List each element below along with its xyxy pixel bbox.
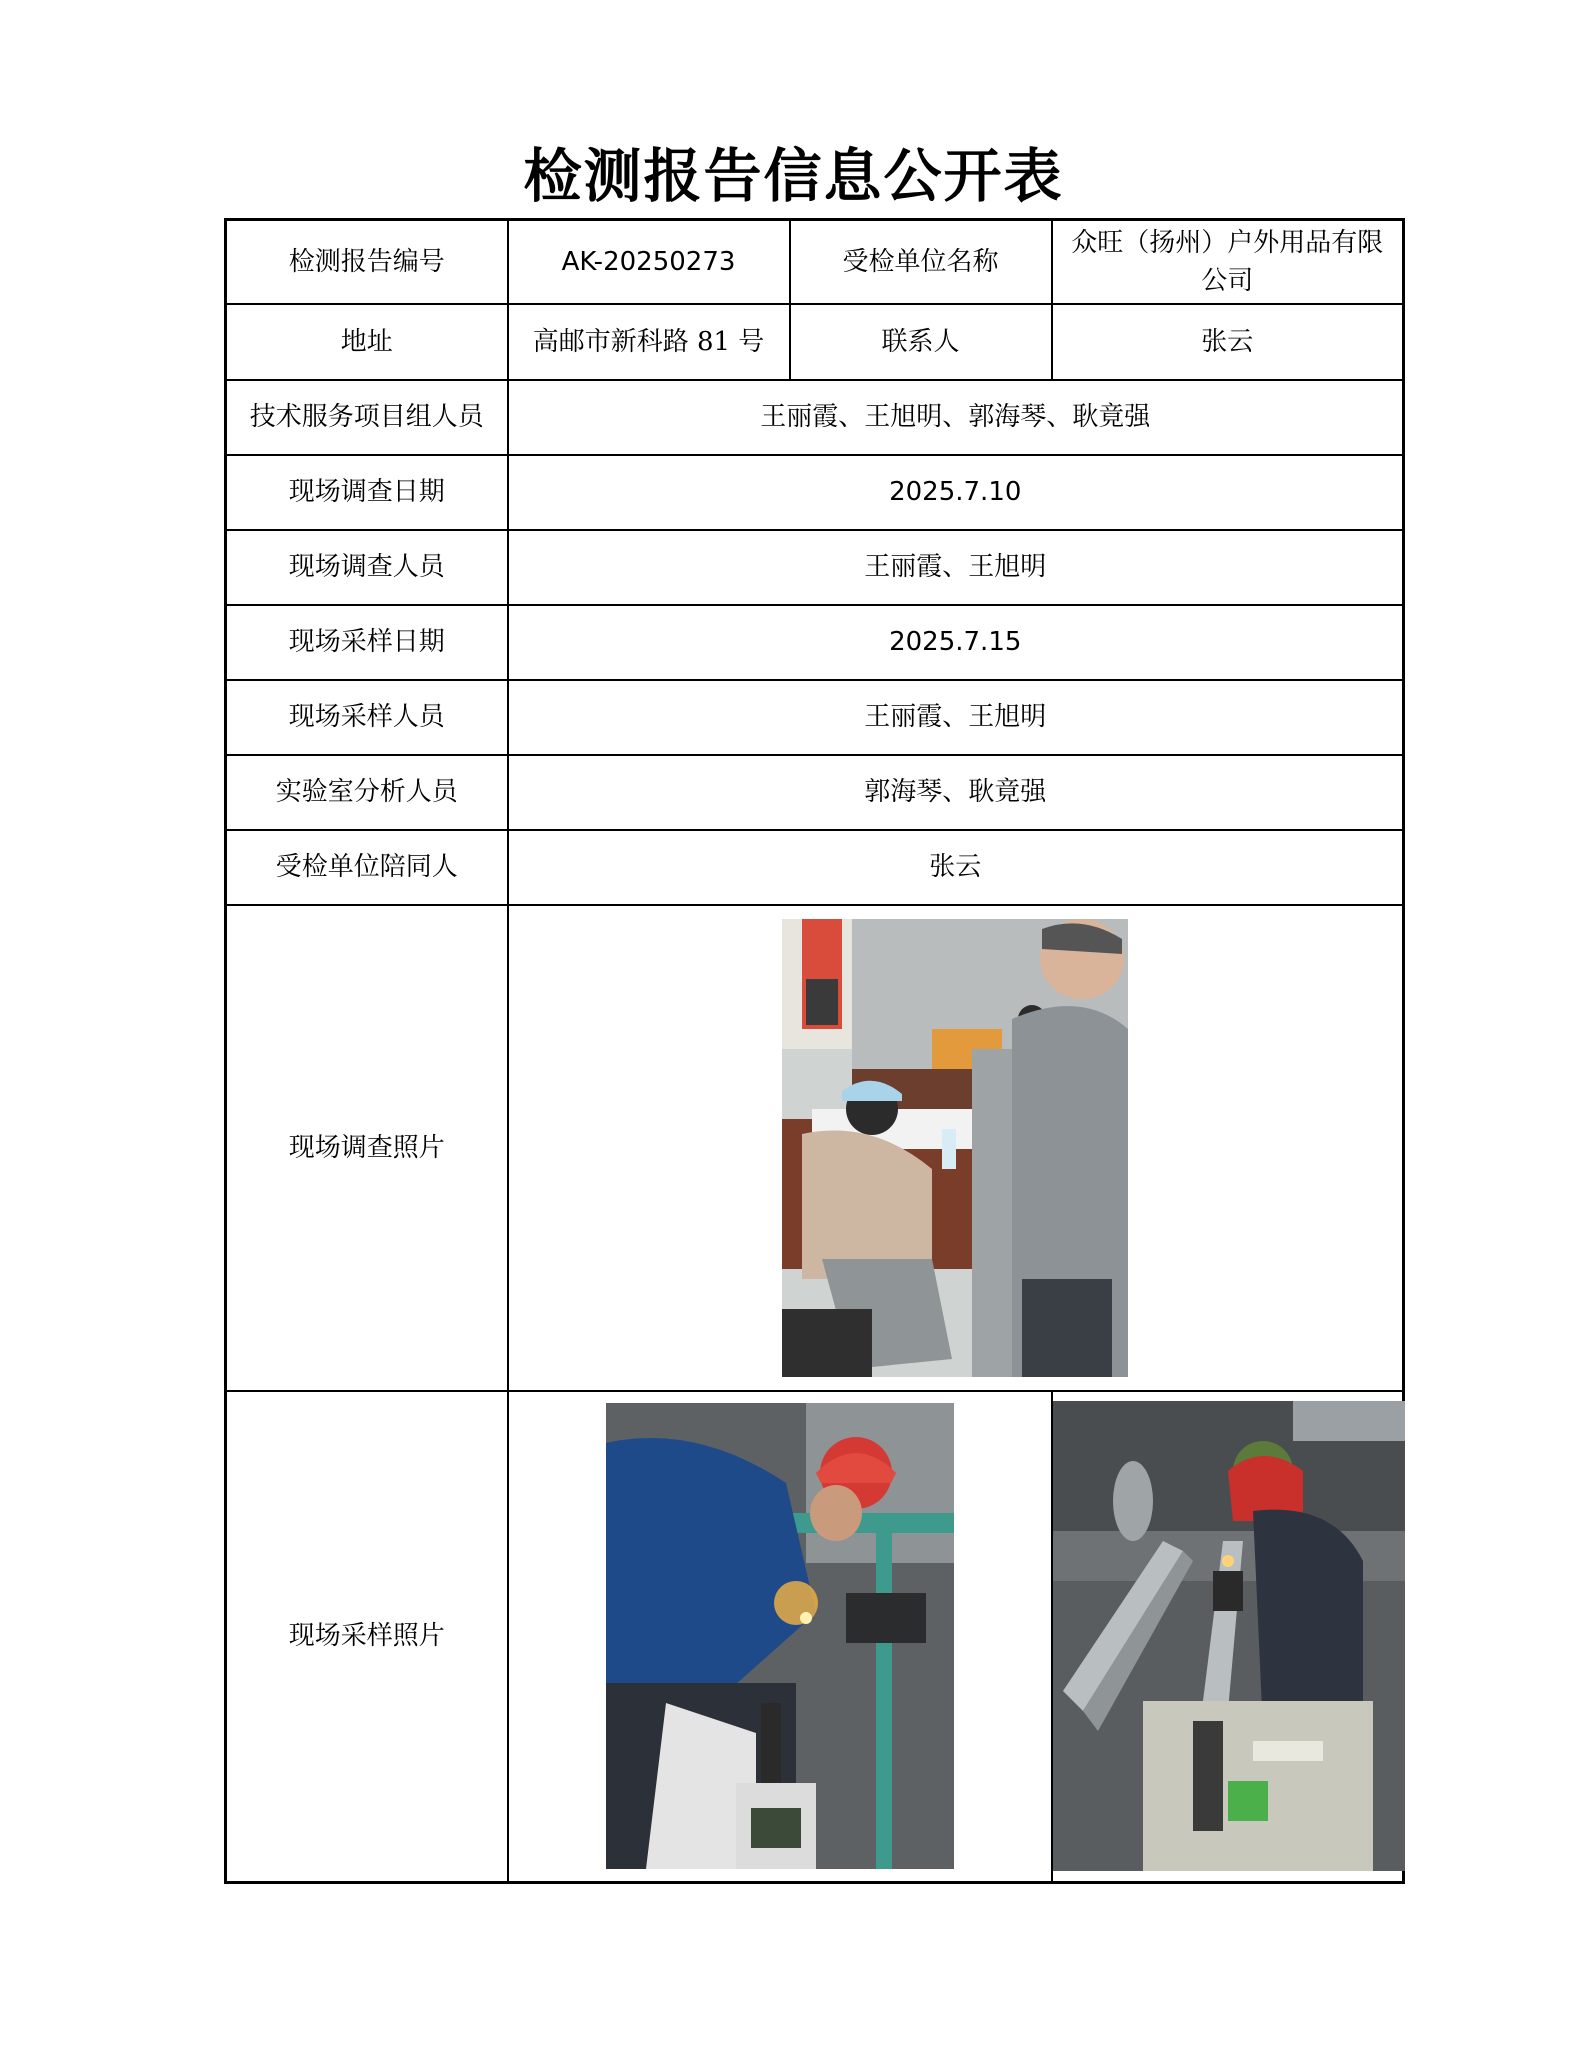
sampling-photo-cell-right xyxy=(1052,1391,1404,1883)
survey-date-label: 现场调查日期 xyxy=(226,455,508,530)
survey-staff-label: 现场调查人员 xyxy=(226,530,508,605)
table-row xyxy=(226,1391,1404,1883)
team-label: 技术服务项目组人员 xyxy=(226,380,508,455)
table-row xyxy=(226,220,1404,304)
lab-staff-value: 郭海琴、耿竟强 xyxy=(508,755,1404,830)
sampling-date-value: 2025.7.15 xyxy=(508,605,1404,680)
unit-name-value: 众旺（扬州）户外用品有限公司 xyxy=(1052,220,1404,304)
table-row xyxy=(226,304,1404,380)
sampling-date-label: 现场采样日期 xyxy=(226,605,508,680)
report-no-label: 检测报告编号 xyxy=(226,220,508,304)
team-value: 王丽霞、王旭明、郭海琴、耿竟强 xyxy=(508,380,1404,455)
survey-date-value: 2025.7.10 xyxy=(508,455,1404,530)
report-no-value: AK-20250273 xyxy=(508,220,790,304)
escort-label: 受检单位陪同人 xyxy=(226,830,508,905)
address-label: 地址 xyxy=(226,304,508,380)
survey-photo xyxy=(782,919,1128,1377)
unit-name-label: 受检单位名称 xyxy=(790,220,1052,304)
contact-value: 张云 xyxy=(1052,304,1404,380)
sampling-photo-cell-left xyxy=(508,1391,1052,1883)
survey-staff-value: 王丽霞、王旭明 xyxy=(508,530,1404,605)
table-row xyxy=(226,605,1404,680)
table-row xyxy=(226,455,1404,530)
table-row xyxy=(226,680,1404,755)
report-table xyxy=(224,218,1405,1884)
table-row xyxy=(226,755,1404,830)
address-value: 高邮市新科路 81 号 xyxy=(508,304,790,380)
table-row xyxy=(226,530,1404,605)
sampling-staff-label: 现场采样人员 xyxy=(226,680,508,755)
sampling-photo-left xyxy=(606,1403,954,1869)
sampling-staff-value: 王丽霞、王旭明 xyxy=(508,680,1404,755)
table-row xyxy=(226,905,1404,1391)
lab-staff-label: 实验室分析人员 xyxy=(226,755,508,830)
table-row xyxy=(226,830,1404,905)
survey-photo-cell xyxy=(508,905,1404,1391)
sampling-photo-label: 现场采样照片 xyxy=(226,1391,508,1883)
sampling-photo-right xyxy=(1053,1401,1405,1871)
contact-label: 联系人 xyxy=(790,304,1052,380)
table-row xyxy=(226,380,1404,455)
escort-value: 张云 xyxy=(508,830,1404,905)
survey-photo-label: 现场调查照片 xyxy=(226,905,508,1391)
page-title: 检测报告信息公开表 xyxy=(523,142,1064,210)
